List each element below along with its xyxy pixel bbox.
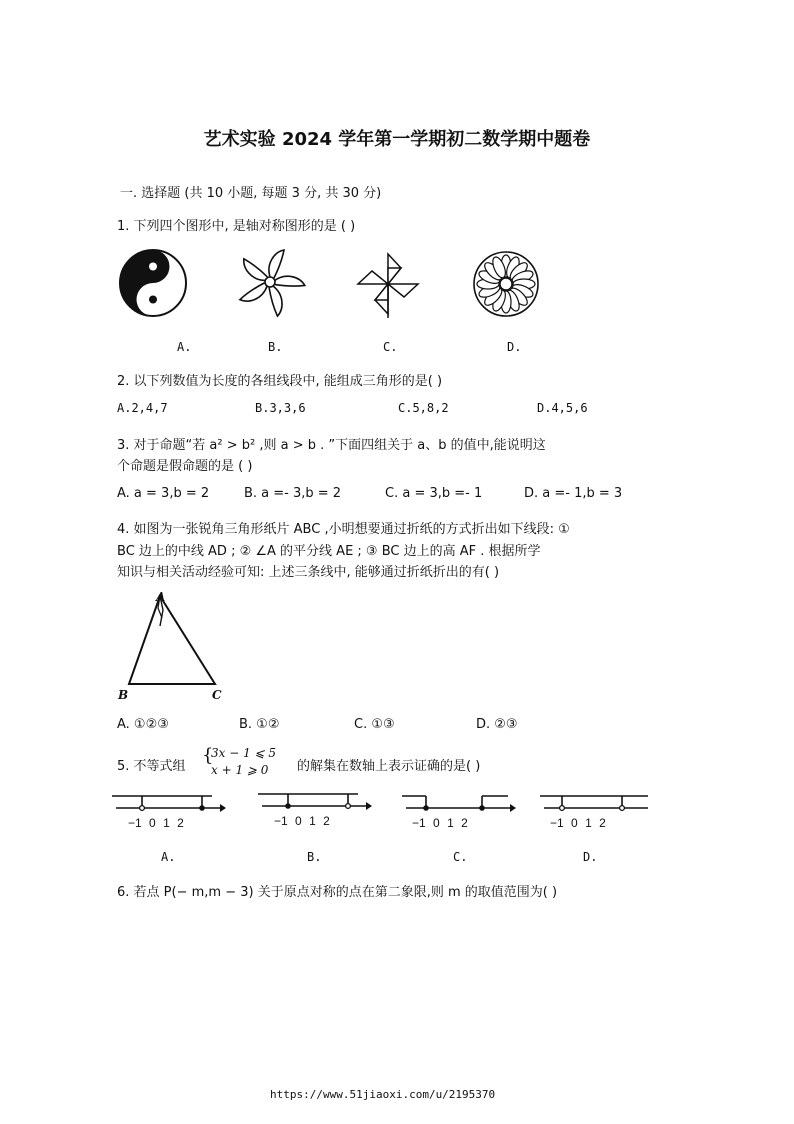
q1-label-b: B.	[268, 340, 283, 354]
q5-label-b: B.	[307, 850, 322, 864]
tick-label: 2	[461, 816, 468, 830]
inequality-2: x + 1 ⩾ 0	[211, 763, 269, 777]
q1-label-a: A.	[177, 340, 192, 354]
section-heading: 一. 选择题 (共 10 小题, 每题 3 分, 共 30 分)	[120, 186, 382, 201]
page-title: 艺术实验 2024 学年第一学期初二数学期中题卷	[203, 129, 591, 150]
q5-label-c: C.	[453, 850, 468, 864]
question-4-line-3: 知识与相关活动经验可知: 上述三条线中, 能够通过折纸折出的有( )	[117, 565, 500, 580]
number-line-a-ticks	[128, 816, 184, 830]
q2-option-d: D.4,5,6	[537, 401, 588, 415]
q2-option-c: C.5,8,2	[398, 401, 449, 415]
tick-label: 1	[585, 816, 592, 830]
q4-option-d: D. ②③	[476, 717, 518, 732]
tick-label: 1	[447, 816, 454, 830]
petal-swirl-figure	[236, 246, 304, 318]
q3-option-d: D. a =- 1,b = 3	[524, 486, 623, 501]
vertex-a-label: A	[156, 590, 166, 604]
question-5-suffix: 的解集在数轴上表示证确的是( )	[297, 759, 481, 774]
q1-label-c: C.	[383, 340, 398, 354]
tick-label: 2	[323, 814, 330, 828]
tick-label: 0	[433, 816, 440, 830]
q1-label-d: D.	[507, 340, 522, 354]
question-5-prefix: 5. 不等式组	[117, 759, 186, 774]
tick-label: 0	[295, 814, 302, 828]
question-2-stem: 2. 以下列数值为长度的各组线段中, 能组成三角形的是( )	[117, 374, 443, 389]
vertex-b-label: B	[118, 688, 129, 702]
number-line-c-ticks	[412, 816, 468, 830]
q3-option-b: B. a =- 3,b = 2	[244, 486, 342, 501]
q2-option-b: B.3,3,6	[255, 401, 306, 415]
q5-label-a: A.	[161, 850, 176, 864]
q5-label-d: D.	[583, 850, 598, 864]
number-line-b-ticks	[274, 814, 330, 828]
q4-option-a: A. ①②③	[117, 717, 169, 732]
tick-label: −1	[550, 816, 564, 830]
tick-label: −1	[274, 814, 288, 828]
footer-url: https://www.51jiaoxi.com/u/2195370	[270, 1088, 496, 1101]
vertex-c-label: C	[212, 688, 222, 702]
tick-label: 2	[599, 816, 606, 830]
pinwheel-figure	[353, 248, 423, 320]
tick-label: 1	[163, 816, 170, 830]
q2-option-a: A.2,4,7	[117, 401, 168, 415]
tick-label: −1	[128, 816, 142, 830]
q3-option-c: C. a = 3,b =- 1	[385, 486, 483, 501]
question-3-line-1: 3. 对于命题“若 a² > b² ,则 a > b . ”下面四组关于 a、b 的值中,能说明这	[117, 438, 546, 453]
q3-option-a: A. a = 3,b = 2	[117, 486, 210, 501]
question-6-stem: 6. 若点 P(− m,m − 3) 关于原点对称的点在第二象限,则 m 的取值范围为( )	[117, 885, 558, 900]
tick-label: −1	[412, 816, 426, 830]
yin-yang-figure	[118, 248, 188, 318]
tick-label: 2	[177, 816, 184, 830]
tick-label: 0	[149, 816, 156, 830]
tick-label: 0	[571, 816, 578, 830]
tick-label: 1	[309, 814, 316, 828]
question-3-line-2: 个命题是假命题的是 ( )	[117, 459, 253, 474]
q4-option-b: B. ①②	[239, 717, 280, 732]
system-brace: {	[202, 745, 214, 766]
question-1-stem: 1. 下列四个图形中, 是轴对称图形的是 ( )	[117, 219, 356, 234]
inequality-1: 3x − 1 ⩽ 5	[211, 746, 277, 760]
chrysanthemum-figure	[472, 250, 540, 318]
question-4-line-2: BC 边上的中线 AD ; ② ∠A 的平分线 AE ; ③ BC 边上的高 AF . 根据所学	[117, 544, 541, 559]
number-line-d-ticks	[550, 816, 606, 830]
question-4-line-1: 4. 如图为一张锐角三角形纸片 ABC ,小明想要通过折纸的方式折出如下线段: ①	[117, 522, 570, 537]
q4-option-c: C. ①③	[354, 717, 395, 732]
